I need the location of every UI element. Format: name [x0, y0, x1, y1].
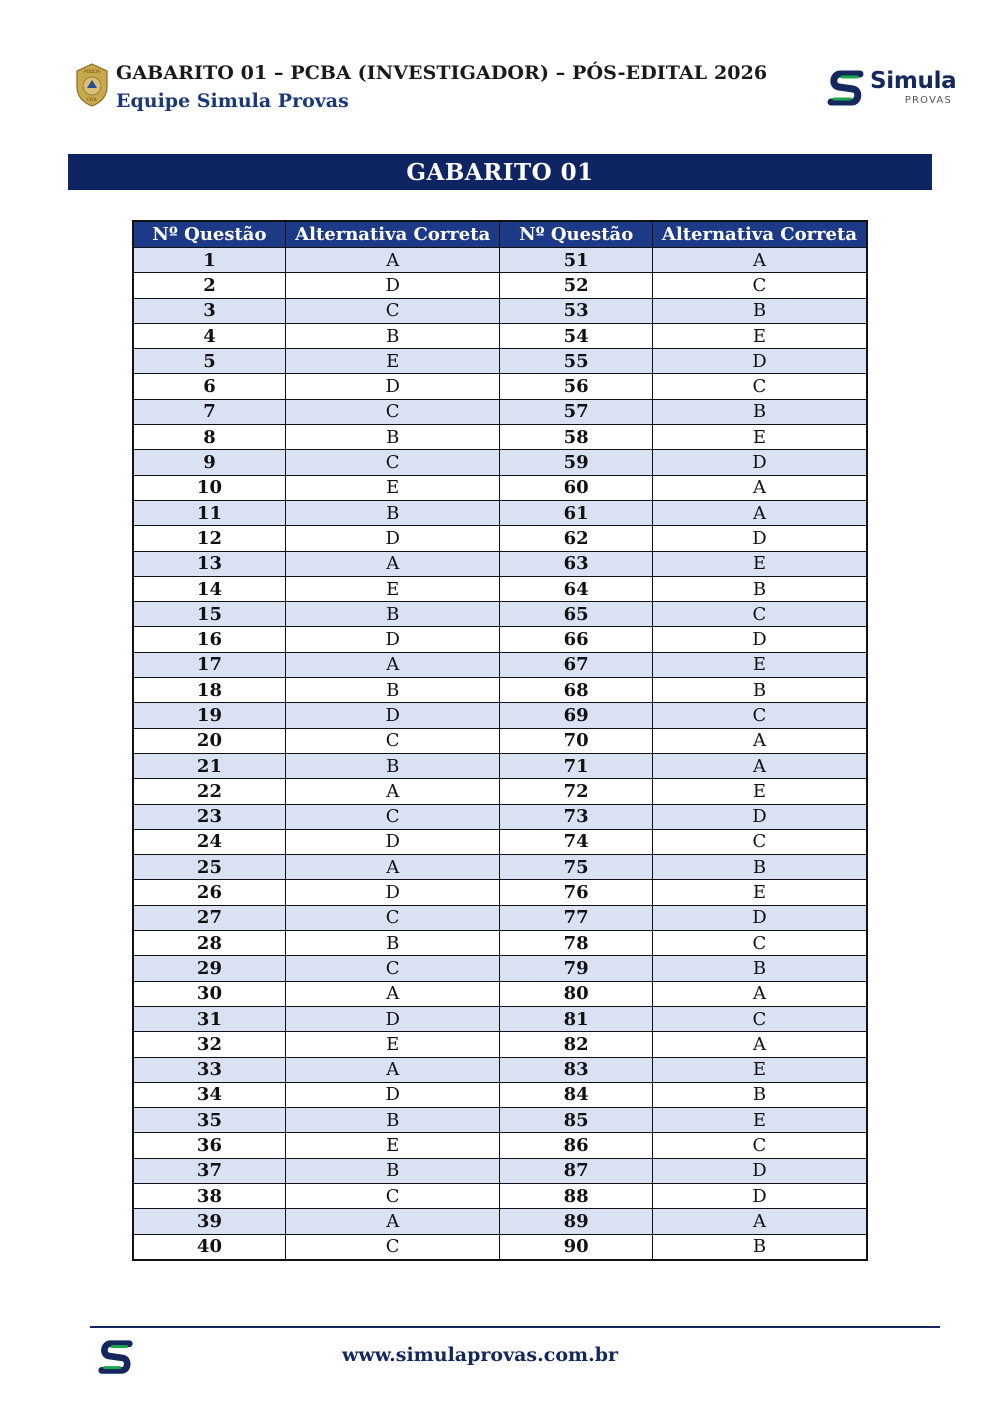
correct-answer-cell: B [652, 298, 867, 323]
table-row [133, 1234, 867, 1260]
table-row [133, 627, 867, 652]
correct-answer-cell: E [652, 1057, 867, 1082]
correct-answer-cell: C [652, 829, 867, 854]
header-text [116, 62, 767, 112]
correct-answer-cell: B [285, 500, 500, 525]
question-number-cell: 79 [500, 956, 652, 981]
correct-answer-cell: B [652, 1082, 867, 1107]
correct-answer-cell: B [285, 425, 500, 450]
question-number-cell: 18 [133, 678, 285, 703]
question-number-cell: 81 [500, 1006, 652, 1031]
correct-answer-cell: E [652, 551, 867, 576]
question-number-cell: 71 [500, 753, 652, 778]
correct-answer-cell: A [652, 1209, 867, 1234]
correct-answer-cell: B [285, 1108, 500, 1133]
question-number-cell: 20 [133, 728, 285, 753]
correct-answer-cell: C [285, 1183, 500, 1208]
police-badge-icon [74, 63, 110, 107]
question-number-cell: 26 [133, 880, 285, 905]
question-number-cell: 11 [133, 500, 285, 525]
correct-answer-cell: C [652, 703, 867, 728]
column-header-answer: Alternativa Correta [285, 221, 500, 248]
correct-answer-cell: C [285, 905, 500, 930]
correct-answer-cell: D [285, 703, 500, 728]
table-row [133, 880, 867, 905]
table-row [133, 1057, 867, 1082]
correct-answer-cell: C [652, 374, 867, 399]
column-header-answer: Alternativa Correta [652, 221, 867, 248]
correct-answer-cell: A [285, 652, 500, 677]
table-row [133, 298, 867, 323]
question-number-cell: 6 [133, 374, 285, 399]
question-number-cell: 16 [133, 627, 285, 652]
correct-answer-cell: A [652, 475, 867, 500]
question-number-cell: 17 [133, 652, 285, 677]
question-number-cell: 66 [500, 627, 652, 652]
question-number-cell: 10 [133, 475, 285, 500]
question-number-cell: 57 [500, 399, 652, 424]
correct-answer-cell: C [285, 450, 500, 475]
correct-answer-cell: C [652, 1006, 867, 1031]
question-number-cell: 53 [500, 298, 652, 323]
table-row [133, 500, 867, 525]
correct-answer-cell: C [285, 1234, 500, 1260]
table-row [133, 576, 867, 601]
question-number-cell: 75 [500, 855, 652, 880]
correct-answer-cell: E [285, 1133, 500, 1158]
correct-answer-cell: A [285, 248, 500, 273]
correct-answer-cell: E [652, 1108, 867, 1133]
table-row [133, 956, 867, 981]
question-number-cell: 21 [133, 753, 285, 778]
correct-answer-cell: C [285, 728, 500, 753]
correct-answer-cell: E [285, 349, 500, 374]
question-number-cell: 32 [133, 1032, 285, 1057]
correct-answer-cell: E [652, 779, 867, 804]
page-header [74, 60, 957, 116]
question-number-cell: 33 [133, 1057, 285, 1082]
correct-answer-cell: D [652, 1158, 867, 1183]
question-number-cell: 35 [133, 1108, 285, 1133]
question-number-cell: 13 [133, 551, 285, 576]
table-row [133, 981, 867, 1006]
correct-answer-cell: A [652, 753, 867, 778]
table-row [133, 931, 867, 956]
table-row [133, 475, 867, 500]
question-number-cell: 15 [133, 602, 285, 627]
correct-answer-cell: D [652, 349, 867, 374]
correct-answer-cell: B [285, 602, 500, 627]
question-number-cell: 28 [133, 931, 285, 956]
correct-answer-cell: B [285, 1158, 500, 1183]
badge-text-top: POLÍCIA [84, 69, 100, 74]
question-number-cell: 4 [133, 323, 285, 348]
footer-divider [90, 1326, 940, 1328]
correct-answer-cell: B [285, 753, 500, 778]
correct-answer-cell: C [285, 399, 500, 424]
correct-answer-cell: D [285, 273, 500, 298]
table-row [133, 551, 867, 576]
correct-answer-cell: E [285, 576, 500, 601]
table-row [133, 273, 867, 298]
question-number-cell: 86 [500, 1133, 652, 1158]
table-row [133, 1158, 867, 1183]
correct-answer-cell: A [285, 551, 500, 576]
question-number-cell: 83 [500, 1057, 652, 1082]
table-row [133, 248, 867, 273]
question-number-cell: 7 [133, 399, 285, 424]
question-number-cell: 5 [133, 349, 285, 374]
question-number-cell: 90 [500, 1234, 652, 1260]
answer-key-table [132, 220, 868, 1261]
table-row [133, 526, 867, 551]
question-number-cell: 54 [500, 323, 652, 348]
question-number-cell: 56 [500, 374, 652, 399]
table-row [133, 1108, 867, 1133]
table-body [133, 248, 867, 1260]
correct-answer-cell: C [652, 273, 867, 298]
correct-answer-cell: B [285, 931, 500, 956]
question-number-cell: 76 [500, 880, 652, 905]
question-number-cell: 88 [500, 1183, 652, 1208]
question-number-cell: 60 [500, 475, 652, 500]
question-number-cell: 39 [133, 1209, 285, 1234]
table-row [133, 425, 867, 450]
question-number-cell: 63 [500, 551, 652, 576]
question-number-cell: 22 [133, 779, 285, 804]
table-row [133, 1183, 867, 1208]
question-number-cell: 62 [500, 526, 652, 551]
question-number-cell: 29 [133, 956, 285, 981]
correct-answer-cell: B [285, 323, 500, 348]
table-row [133, 1209, 867, 1234]
question-number-cell: 80 [500, 981, 652, 1006]
table-row [133, 652, 867, 677]
correct-answer-cell: C [652, 1133, 867, 1158]
question-number-cell: 51 [500, 248, 652, 273]
correct-answer-cell: C [285, 298, 500, 323]
question-number-cell: 36 [133, 1133, 285, 1158]
question-number-cell: 87 [500, 1158, 652, 1183]
correct-answer-cell: D [285, 1082, 500, 1107]
correct-answer-cell: E [285, 1032, 500, 1057]
correct-answer-cell: B [652, 956, 867, 981]
correct-answer-cell: E [652, 323, 867, 348]
footer-website-link[interactable]: www.simulaprovas.com.br [341, 1344, 619, 1366]
table-row [133, 450, 867, 475]
correct-answer-cell: D [285, 526, 500, 551]
question-number-cell: 84 [500, 1082, 652, 1107]
question-number-cell: 24 [133, 829, 285, 854]
correct-answer-cell: D [652, 526, 867, 551]
correct-answer-cell: B [652, 1234, 867, 1260]
table-row [133, 779, 867, 804]
simula-logo-icon [826, 68, 866, 110]
brand-subtitle: PROVAS [904, 95, 952, 106]
question-number-cell: 14 [133, 576, 285, 601]
correct-answer-cell: D [285, 627, 500, 652]
question-number-cell: 52 [500, 273, 652, 298]
question-number-cell: 27 [133, 905, 285, 930]
question-number-cell: 55 [500, 349, 652, 374]
correct-answer-cell: B [652, 678, 867, 703]
correct-answer-cell: E [652, 425, 867, 450]
question-number-cell: 8 [133, 425, 285, 450]
correct-answer-cell: A [285, 981, 500, 1006]
table-row [133, 804, 867, 829]
correct-answer-cell: E [652, 880, 867, 905]
table-row [133, 349, 867, 374]
table-row [133, 323, 867, 348]
question-number-cell: 3 [133, 298, 285, 323]
correct-answer-cell: A [652, 728, 867, 753]
correct-answer-cell: E [285, 475, 500, 500]
brand-logo [826, 68, 957, 112]
question-number-cell: 65 [500, 602, 652, 627]
table-row [133, 753, 867, 778]
question-number-cell: 1 [133, 248, 285, 273]
table-row [133, 905, 867, 930]
correct-answer-cell: B [285, 678, 500, 703]
table-row [133, 855, 867, 880]
question-number-cell: 12 [133, 526, 285, 551]
table-row [133, 829, 867, 854]
correct-answer-cell: B [652, 399, 867, 424]
correct-answer-cell: D [652, 905, 867, 930]
question-number-cell: 23 [133, 804, 285, 829]
column-header-question: Nº Questão [500, 221, 652, 248]
column-header-question: Nº Questão [133, 221, 285, 248]
correct-answer-cell: D [285, 374, 500, 399]
question-number-cell: 34 [133, 1082, 285, 1107]
table-row [133, 1032, 867, 1057]
correct-answer-cell: A [652, 248, 867, 273]
table-header-row [133, 221, 867, 248]
question-number-cell: 25 [133, 855, 285, 880]
table-row [133, 1133, 867, 1158]
correct-answer-cell: E [652, 652, 867, 677]
correct-answer-cell: D [652, 1183, 867, 1208]
correct-answer-cell: A [652, 1032, 867, 1057]
badge-text-bottom: CIVIL [86, 97, 98, 102]
correct-answer-cell: A [652, 981, 867, 1006]
correct-answer-cell: D [652, 804, 867, 829]
question-number-cell: 2 [133, 273, 285, 298]
correct-answer-cell: C [652, 931, 867, 956]
question-number-cell: 19 [133, 703, 285, 728]
correct-answer-cell: A [285, 855, 500, 880]
question-number-cell: 9 [133, 450, 285, 475]
correct-answer-cell: A [285, 1057, 500, 1082]
table-row [133, 1082, 867, 1107]
correct-answer-cell: B [652, 855, 867, 880]
question-number-cell: 89 [500, 1209, 652, 1234]
question-number-cell: 40 [133, 1234, 285, 1260]
correct-answer-cell: C [652, 602, 867, 627]
question-number-cell: 64 [500, 576, 652, 601]
question-number-cell: 68 [500, 678, 652, 703]
question-number-cell: 72 [500, 779, 652, 804]
question-number-cell: 85 [500, 1108, 652, 1133]
table-row [133, 1006, 867, 1031]
table-row [133, 703, 867, 728]
question-number-cell: 69 [500, 703, 652, 728]
question-number-cell: 77 [500, 905, 652, 930]
question-number-cell: 67 [500, 652, 652, 677]
correct-answer-cell: D [652, 627, 867, 652]
table-row [133, 728, 867, 753]
question-number-cell: 37 [133, 1158, 285, 1183]
document-subtitle: Equipe Simula Provas [116, 90, 349, 112]
correct-answer-cell: A [652, 500, 867, 525]
table-row [133, 399, 867, 424]
question-number-cell: 59 [500, 450, 652, 475]
question-number-cell: 38 [133, 1183, 285, 1208]
correct-answer-cell: D [285, 1006, 500, 1031]
section-title: GABARITO 01 [68, 154, 932, 190]
question-number-cell: 61 [500, 500, 652, 525]
question-number-cell: 74 [500, 829, 652, 854]
question-number-cell: 78 [500, 931, 652, 956]
table-row [133, 374, 867, 399]
document-title: GABARITO 01 – PCBA (INVESTIGADOR) – PÓS-EDITAL 2026 [116, 62, 768, 84]
table-row [133, 678, 867, 703]
correct-answer-cell: B [652, 576, 867, 601]
question-number-cell: 30 [133, 981, 285, 1006]
correct-answer-cell: A [285, 1209, 500, 1234]
question-number-cell: 73 [500, 804, 652, 829]
brand-name: Simula [870, 68, 957, 94]
table-row [133, 602, 867, 627]
question-number-cell: 31 [133, 1006, 285, 1031]
question-number-cell: 70 [500, 728, 652, 753]
correct-answer-cell: D [285, 880, 500, 905]
question-number-cell: 82 [500, 1032, 652, 1057]
question-number-cell: 58 [500, 425, 652, 450]
correct-answer-cell: C [285, 956, 500, 981]
correct-answer-cell: C [285, 804, 500, 829]
correct-answer-cell: D [285, 829, 500, 854]
correct-answer-cell: D [652, 450, 867, 475]
correct-answer-cell: A [285, 779, 500, 804]
